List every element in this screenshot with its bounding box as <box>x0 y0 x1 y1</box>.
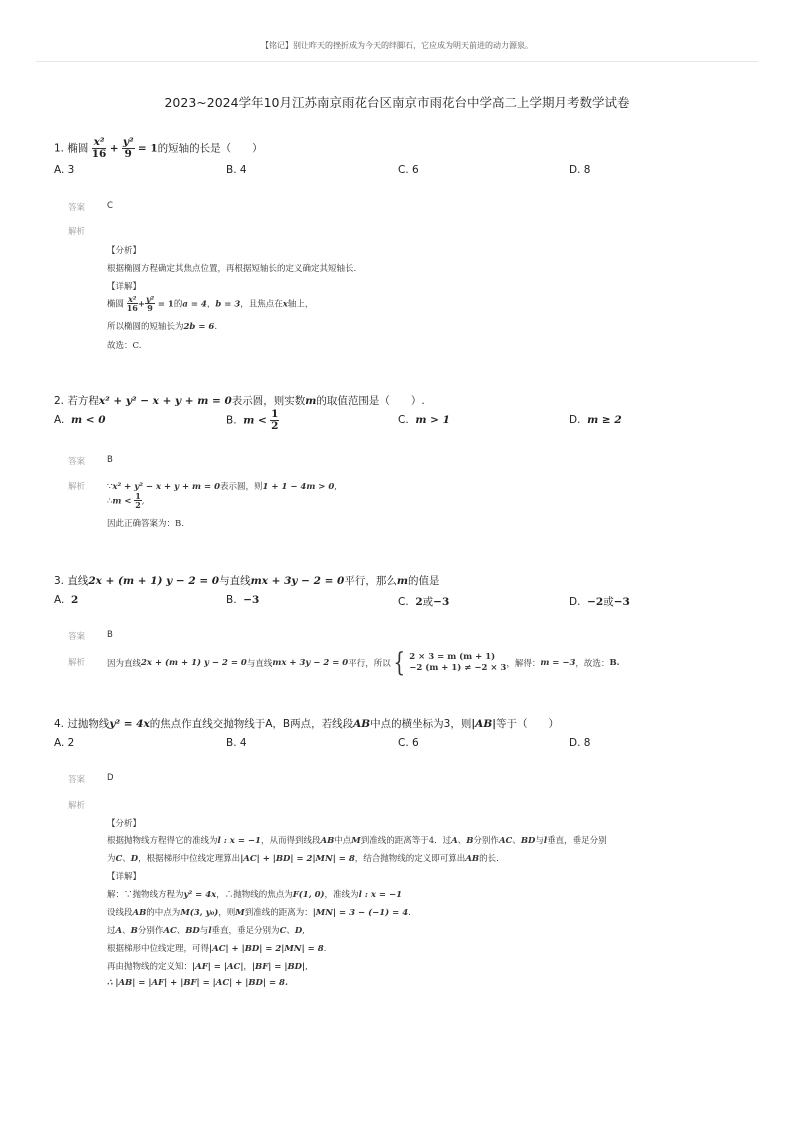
question-4-answer: D <box>107 773 114 783</box>
q4-detail-line: ∴ |AB| = |AF| + |BF| = |AC| + |BD| = 8. <box>107 978 288 988</box>
page-motto: 【铭记】别让昨天的挫折成为今天的绊脚石，它应成为明天前进的动力源泉。 <box>261 41 533 50</box>
question-3-option-d: D. −2或−3 <box>569 596 630 608</box>
header-divider <box>36 61 758 62</box>
question-1-option-a: A. 3 <box>54 164 75 176</box>
question-3-answer: B <box>107 630 113 640</box>
q4-detail-line: 再由抛物线的定义知：|AF| = |AC|，|BF| = |BD|, <box>107 962 308 972</box>
q4-detail-tag: 【详解】 <box>107 872 142 882</box>
analysis-label: 解析 <box>68 227 86 237</box>
question-1-option-d: D. 8 <box>569 164 591 176</box>
question-2-option-d: D. m ≥ 2 <box>569 414 622 426</box>
q4-analysis-tag: 【分析】 <box>107 819 142 829</box>
q1-detail-line: 椭圆 $\frac{\text{x²}}{16}$ + $\frac{\text{y²}}{9}$ = 1的a = 4，b = 3，且焦点在x轴上， <box>107 294 314 314</box>
question-2-stem: 2. 若方程x² + y² − x + y + m = 0表示圆，则实数m的取值范围是（ ）. <box>54 395 425 407</box>
question-2-answer: B <box>107 455 113 465</box>
analysis-label: 解析 <box>68 658 86 668</box>
q4-analysis-line: 根据抛物线方程得它的准线为l : x = −1，从而得到线段AB中点M到准线的距离等于4．过A、B分别作AC、BD与l垂直，垂足分别 <box>107 836 607 846</box>
q4-detail-line: 根据梯形中位线定理，可得|AC| + |BD| = 2|MN| = 8. <box>107 944 327 954</box>
question-4-option-d: D. 8 <box>569 737 591 749</box>
answer-label: 答案 <box>68 632 86 642</box>
question-4-stem: 4. 过抛物线y² = 4x的焦点作直线交抛物线于A，B两点，若线段AB中点的横坐标为3，则|AB|等于（ ） <box>54 718 560 730</box>
q2-analysis-line: 因此正确答案为：B. <box>107 519 184 529</box>
answer-label: 答案 <box>68 457 86 467</box>
analysis-label: 解析 <box>68 482 86 492</box>
question-4-option-c: C. 6 <box>398 737 419 749</box>
question-1-answer: C <box>107 201 113 211</box>
question-1-stem: 1. 椭圆 $\frac{\text{x²}}{16}$ + $\frac{\text{y²}}{9}$ = 1的短轴的长是（ ） <box>54 136 263 161</box>
q4-detail-line: 解：∵抛物线方程为y² = 4x，∴抛物线的焦点为F(1, 0)，准线为l : x = −1 <box>107 890 402 900</box>
question-4-option-a: A. 2 <box>54 737 75 749</box>
answer-label: 答案 <box>68 775 86 785</box>
q1-detail-line: 故选：C. <box>107 341 142 351</box>
q3-analysis-line: 因为直线 2x + (m + 1) y − 2 = 0 与直线 mx + 3y − 2 = 0 平行，所以 { 2 × 3 = m (m + 1) −2 (m + 1) ≠ −2 × 3 ，解得： m = −3 ，故选： B. <box>107 648 620 678</box>
q1-detail-tag: 【详解】 <box>107 282 142 292</box>
question-4-option-b: B. 4 <box>226 737 247 749</box>
question-3-stem: 3. 直线2x + (m + 1) y − 2 = 0与直线mx + 3y − 2 = 0平行，那么m的值是 <box>54 575 440 587</box>
q2-analysis-line: ∵x² + y² − x + y + m = 0表示圆，则1 + 1 − 4m > 0, <box>107 482 337 492</box>
q1-analysis-tag: 【分析】 <box>107 246 142 256</box>
answer-label: 答案 <box>68 203 86 213</box>
question-3-option-a: A. 2 <box>54 594 79 606</box>
page-title: 2023~2024学年10月江苏南京雨花台区南京市雨花台中学高二上学期月考数学试卷 <box>164 95 630 110</box>
q1-analysis-line: 根据椭圆方程确定其焦点位置，再根据短轴长的定义确定其短轴长. <box>107 264 357 274</box>
question-3-option-c: C. 2或−3 <box>398 596 450 608</box>
q4-detail-line: 设线段AB的中点为M(3, y₀)，则M到准线的距离为：|MN| = 3 − (−1) = 4. <box>107 908 411 918</box>
analysis-label: 解析 <box>68 801 86 811</box>
question-2-option-a: A. m < 0 <box>54 414 106 426</box>
question-1-option-b: B. 4 <box>226 164 247 176</box>
q1-detail-line: 所以椭圆的短轴长为2b = 6. <box>107 322 218 332</box>
question-3-option-b: B. −3 <box>226 594 260 606</box>
q4-detail-line: 过A、B分别作AC、BD与l垂直，垂足分别为C、D, <box>107 926 305 936</box>
question-1-option-c: C. 6 <box>398 164 419 176</box>
question-2-option-c: C. m > 1 <box>398 414 450 426</box>
q2-analysis-line: ∴m < $\frac{1}{2}$ , <box>107 491 145 511</box>
q4-analysis-line: 为C、D，根据梯形中位线定理算出|AC| + |BD| = 2|MN| = 8，结合抛物线的定义即可算出AB的长. <box>107 854 499 864</box>
question-2-option-b: B. m < $\frac{1}{2}$ <box>226 408 279 433</box>
